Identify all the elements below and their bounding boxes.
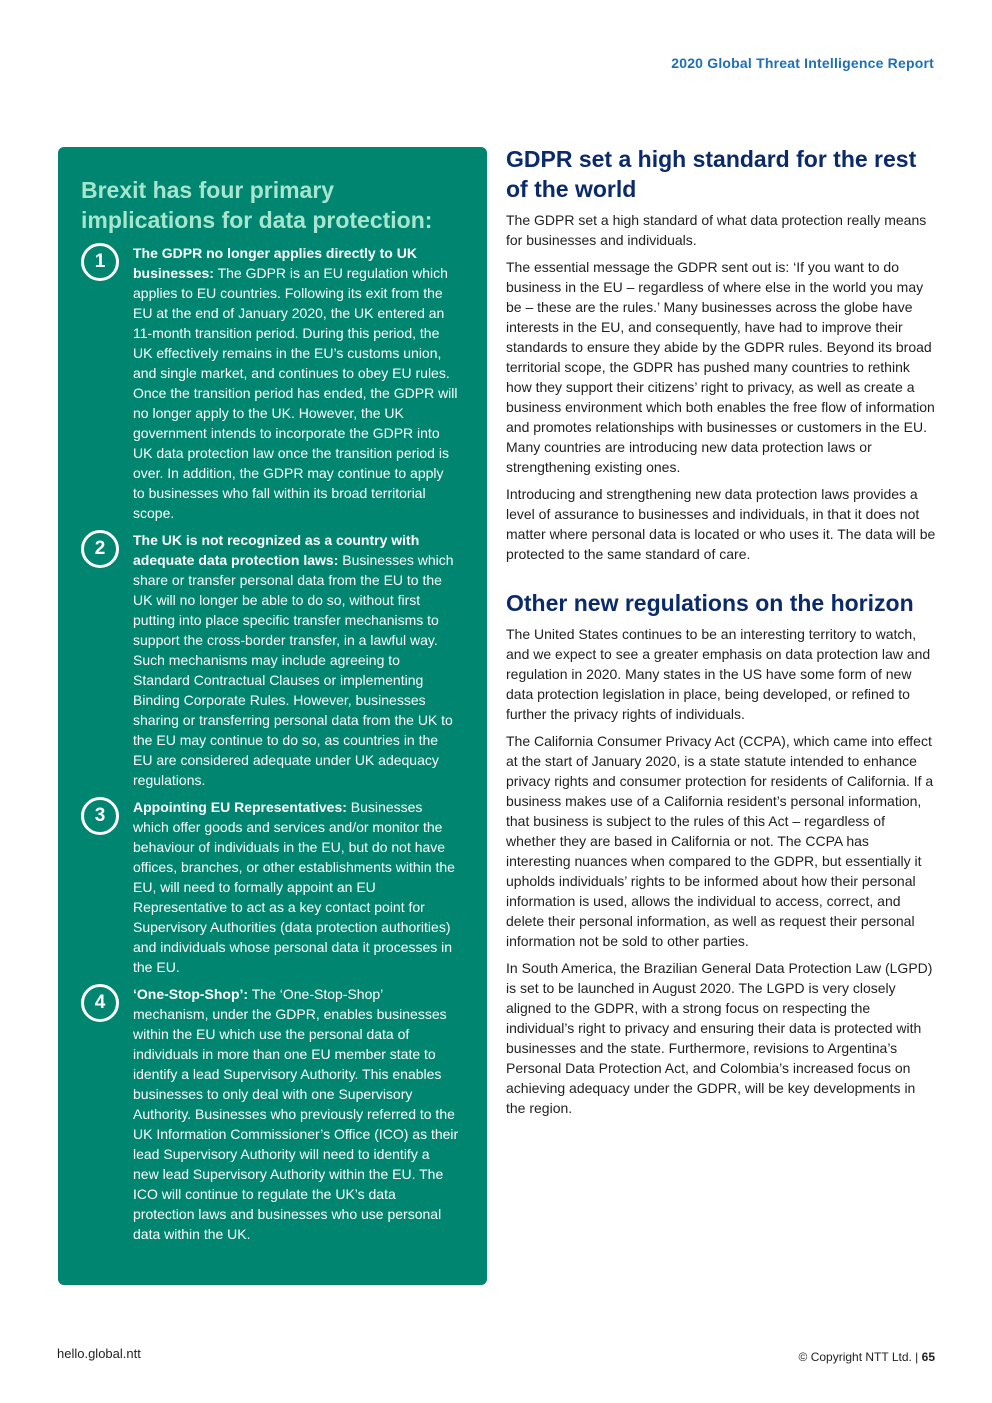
paragraph: The United States continues to be an interesting territory to watch, and we expect to see a greater emphasis on data protection law and regulation in 2020. Many states in the US have some form of new data protection legislation in place, being developed, or refined to further the privacy rights of individuals. bbox=[506, 626, 931, 722]
number-badge-3: 3 bbox=[81, 797, 119, 835]
implication-item-1 bbox=[81, 243, 459, 523]
paragraph: The essential message the GDPR sent out is: ‘If you want to do business in the EU – regardless of where else in the world you may be – these are the rules.’ Many businesses across the globe have interests in the EU, and consequently, have had to improve their standards to ensure they abide by the GDPR rules. Beyond its broad territorial scope, the GDPR has pushed many countries to rethink how they support their citizens’ right to privacy, as well as create a business environment which both enables the free flow of information and promotes relationships with businesses or customers in the EU. Many countries are introducing new data protection laws or strengthening existing ones. bbox=[506, 259, 935, 475]
implication-item-3 bbox=[81, 797, 459, 977]
section-heading-new-regulations: Other new regulations on the horizon bbox=[506, 590, 914, 616]
implication-lead-3: Appointing EU Representatives: bbox=[133, 799, 347, 815]
copyright-text: © Copyright NTT Ltd. | bbox=[798, 1350, 922, 1364]
paragraph: The GDPR set a high standard of what data protection really means for businesses and individuals. bbox=[506, 212, 927, 248]
implication-text-4 bbox=[133, 984, 459, 1244]
page-number: 65 bbox=[921, 1350, 935, 1364]
number-badge-1: 1 bbox=[81, 243, 119, 281]
implication-text-2 bbox=[133, 530, 459, 790]
implication-body-3: Businesses which offer goods and services and/or monitor the behaviour of individuals in the EU, but do not have offices, branches, or other establishments within the EU, will need to formally appoint an EU Representative to act as a key contact point for Supervisory Authorities (data protection authorities) and individuals whose personal data it processes in the EU. bbox=[133, 799, 455, 975]
report-title: 2020 Global Threat Intelligence Report bbox=[671, 55, 934, 71]
implication-item-4 bbox=[81, 984, 459, 1244]
paragraph: Introducing and strengthening new data protection laws provides a level of assurance to businesses and individuals, in that it does not matter where personal data is located or who uses it. The data will be protected to the same standard of care. bbox=[506, 486, 936, 562]
implication-lead-1: The GDPR no longer applies directly to UK businesses: bbox=[133, 245, 417, 281]
main-column bbox=[506, 144, 936, 1125]
footer-website-link[interactable]: hello.global.ntt bbox=[57, 1346, 141, 1361]
number-badge-4: 4 bbox=[81, 984, 119, 1022]
implication-lead-4: ‘One-Stop-Shop’: bbox=[133, 986, 249, 1002]
footer-copyright bbox=[799, 1350, 935, 1364]
implication-lead-2: The UK is not recognized as a country with adequate data protection laws: bbox=[133, 532, 420, 568]
implication-item-2 bbox=[81, 530, 459, 790]
paragraph: The California Consumer Privacy Act (CCPA), which came into effect at the start of January 2020, is a state statute intended to enhance privacy rights and consumer protection for residents of California. If a business makes use of a California resident’s personal information, that business is subject to the rules of this Act – regardless of whether they are based in California or not. The CCPA has interesting nuances when compared to the GDPR, but essentially it upholds individuals’ rights to be informed about how their personal information is used, allows the individual to access, correct, and delete their personal information, as well as request their personal information not be sold to other parties. bbox=[506, 733, 934, 949]
implication-body-4: The ‘One-Stop-Shop’ mechanism, under the GDPR, enables businesses within the EU which use the personal data of individuals in more than one EU member state to identify a lead Supervisory Authority. This enables businesses to only deal with one Supervisory Authority. Businesses who previously referred to the UK Information Commissioner’s Office (ICO) as their lead Supervisory Authority will need to identify a new lead Supervisory Authority within the EU. The ICO will continue to regulate the UK’s data protection laws and businesses who use personal data within the UK. bbox=[133, 986, 459, 1242]
number-badge-2: 2 bbox=[81, 530, 119, 568]
brexit-implications-panel bbox=[58, 147, 487, 1285]
implication-text-3 bbox=[133, 797, 459, 977]
implication-text-1 bbox=[133, 243, 459, 523]
implication-body-2: Businesses which share or transfer personal data from the EU to the UK will no longer be able to do so, without first putting into place specific transfer mechanisms to support the cross-border transfer, in a lawful way. Such mechanisms may include agreeing to Standard Contractual Clauses or implementing Binding Corporate Rules. However, businesses sharing or transferring personal data from the UK to the EU may continue to do so, as countries in the EU are considered adequate under UK adequacy regulations. bbox=[133, 552, 454, 788]
section-heading-gdpr-standard: GDPR set a high standard for the rest of the world bbox=[506, 146, 917, 202]
paragraph: In South America, the Brazilian General Data Protection Law (LGPD) is set to be launched in August 2020. The LGPD is very closely aligned to the GDPR, with a strong focus on respecting the individual’s right to privacy and ensuring their data is protected with businesses and the state. Furthermore, revisions to Argentina’s Personal Data Protection Act, and Colombia’s increased focus on achieving adequacy under the GDPR, will be key developments in the region. bbox=[506, 960, 933, 1116]
implication-body-1: The GDPR is an EU regulation which applies to EU countries. Following its exit from the EU at the end of January 2020, the UK entered an 11-month transition period. During this period, the UK effectively remains in the EU’s customs union, and single market, and continues to obey EU rules. Once the transition period has ended, the GDPR will no longer apply to the UK. However, the UK government intends to incorporate the GDPR into UK data protection law once the transition period is over. In addition, the GDPR may continue to apply to businesses who fall within its broad territorial scope. bbox=[133, 265, 458, 521]
panel-title: Brexit has four primary implications for data protection: bbox=[81, 177, 433, 233]
